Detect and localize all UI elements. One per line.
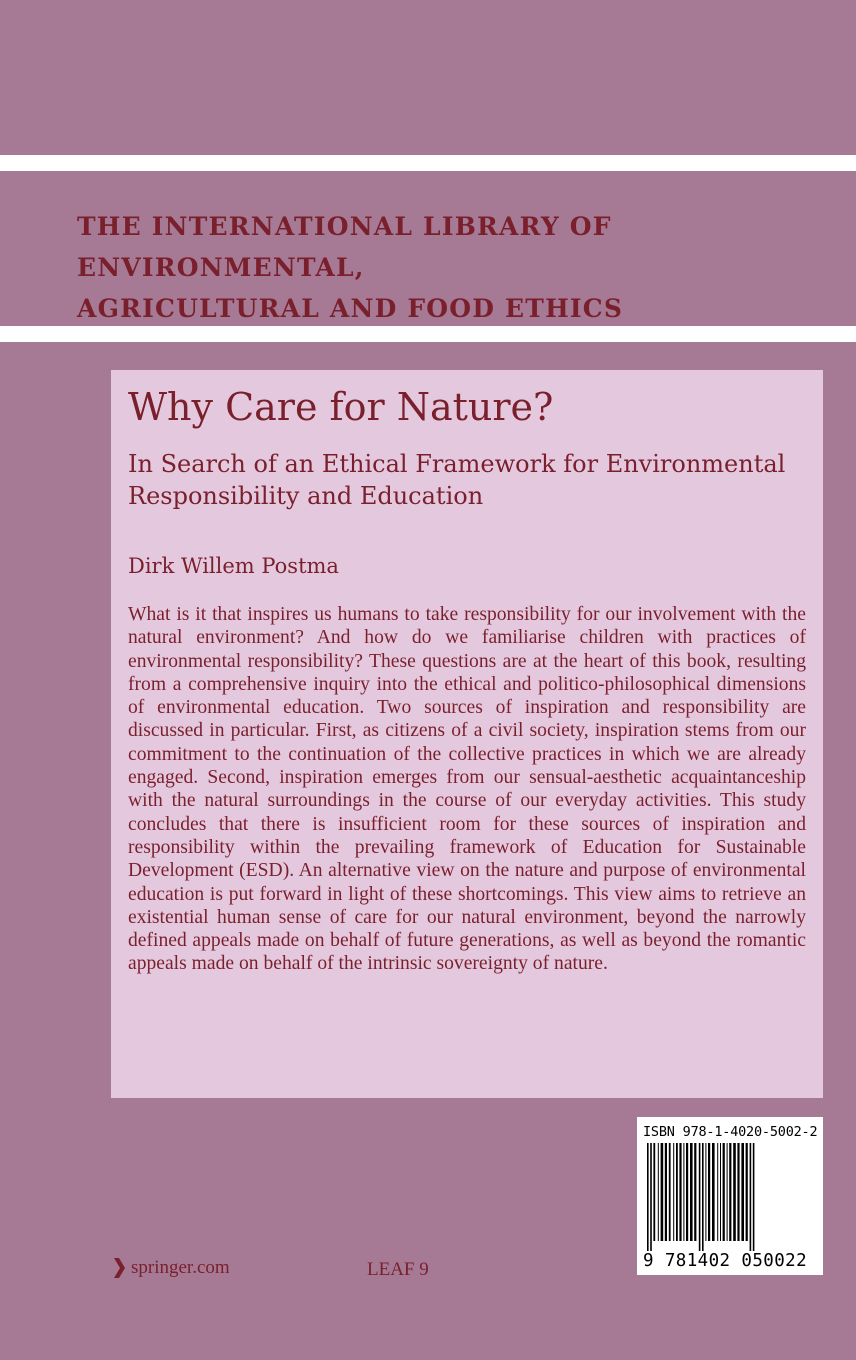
barcode-bar <box>673 1143 674 1241</box>
barcode-bar <box>665 1143 667 1241</box>
book-subtitle <box>128 448 808 512</box>
barcode-bar <box>653 1143 655 1241</box>
barcode-bar <box>712 1143 715 1241</box>
chevron-right-icon <box>112 1257 126 1279</box>
barcode-bar <box>733 1143 736 1241</box>
book-title: Why Care for Nature? <box>128 385 554 429</box>
barcode-bar <box>650 1143 652 1251</box>
barcode-bar <box>658 1143 659 1241</box>
barcode-bar <box>694 1143 696 1241</box>
publisher-label: springer.com <box>131 1257 230 1278</box>
barcode-bar <box>750 1143 752 1251</box>
barcode-bar <box>686 1143 688 1241</box>
description-panel <box>111 370 823 1098</box>
barcode-bar <box>708 1143 710 1241</box>
barcode-bar <box>676 1143 678 1241</box>
series-title-line-1: THE INTERNATIONAL LIBRARY OF ENVIRONMENTAL, <box>77 212 612 282</box>
barcode-bar <box>741 1143 744 1241</box>
isbn-number: ISBN 978-1-4020-5002-2 <box>643 1124 818 1140</box>
barcode-bar <box>679 1143 681 1241</box>
barcode-bar <box>661 1143 664 1241</box>
series-title <box>77 206 847 329</box>
barcode-bar <box>702 1143 704 1251</box>
barcode-bar <box>705 1143 706 1241</box>
barcode-bar <box>729 1143 731 1241</box>
series-title-line-2: AGRICULTURAL AND FOOD ETHICS <box>77 294 624 323</box>
publisher-link[interactable] <box>112 1257 230 1279</box>
barcode-bar <box>647 1143 649 1251</box>
author-name: Dirk Willem Postma <box>128 554 339 578</box>
barcode-bar <box>690 1143 693 1241</box>
barcode-bar <box>669 1143 671 1241</box>
barcode-bar <box>746 1143 748 1241</box>
barcode-bar <box>699 1143 701 1251</box>
isbn-barcode <box>637 1117 823 1275</box>
subtitle-line-2: Responsibility and Education <box>128 482 484 510</box>
subtitle-line-1: In Search of an Ethical Framework for Environmental <box>128 450 786 478</box>
barcode-bar <box>683 1143 684 1241</box>
ean-digits: 9 781402 050022 <box>643 1251 808 1271</box>
barcode-bar <box>720 1143 721 1241</box>
barcode-bar <box>737 1143 739 1241</box>
barcode-icon <box>645 1143 815 1251</box>
book-blurb: What is it that inspires us humans to take responsibility for our involvement with the natural environment? And how do we familiarise children with practices of environmental responsibility? These questions are at the heart of this book, resulting from a comprehensive inquiry into the ethical and politico-philosophical dimensions of environmental education. Two sources of inspiration and responsibility are discussed in particular. First, as citizens of a civil society, inspiration stems from our commitment to the continuation of the collective practices in which we are already engaged. Second, inspiration emerges from our sensual-aesthetic acquaintanceship with the natural surroundings in the course of our everyday activities. This study concludes that there is insufficient room for these sources of inspiration and responsibility within the prevailing framework of Education for Sustainable Development (ESD). An alternative view on the nature and purpose of environmental education is put forward in light of these shortcomings. This view aims to retrieve an existential human sense of care for our natural environment, beyond the narrowly defined appeals made on behalf of future generations, as well as beyond the romantic appeals made on behalf of the intrinsic sovereignty of nature. <box>128 604 806 975</box>
top-white-band <box>0 155 856 171</box>
leaf-label: LEAF 9 <box>367 1259 429 1280</box>
barcode-bar <box>723 1143 725 1241</box>
barcode-bar <box>717 1143 718 1241</box>
barcode-bar <box>753 1143 755 1251</box>
barcode-bar <box>727 1143 728 1241</box>
